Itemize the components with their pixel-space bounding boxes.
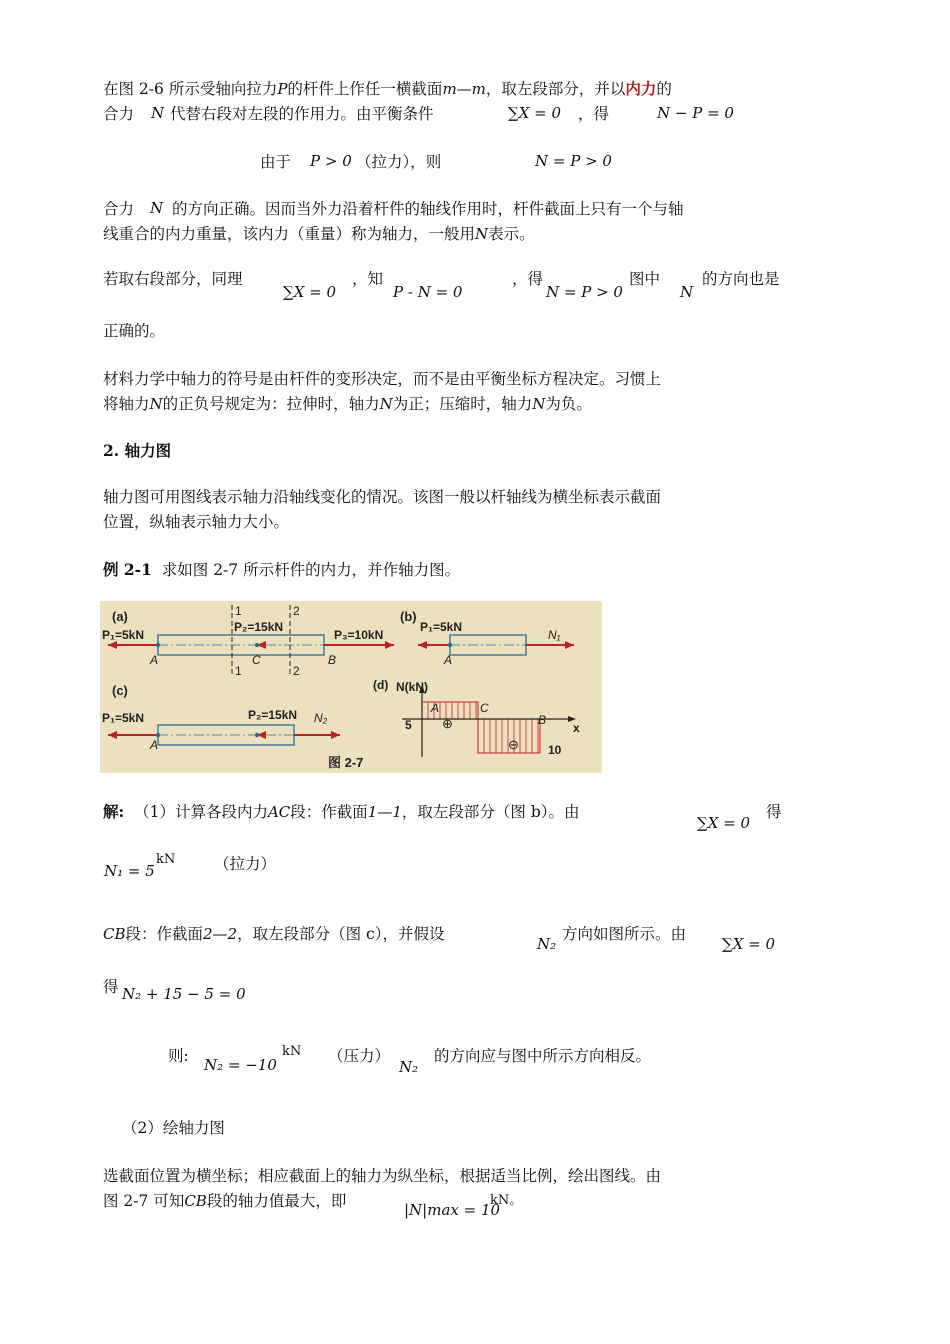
label-P3: P₃=10kN — [334, 628, 384, 642]
math-AC: AC — [267, 803, 291, 821]
arrowhead — [331, 731, 340, 739]
math-N2-value: N₂ = −10 — [204, 1056, 277, 1074]
math-equation: N − P = 0 — [657, 104, 734, 122]
math-N2: N₂ — [537, 935, 557, 953]
math-N: N — [379, 395, 393, 413]
math-section: m—m — [442, 80, 486, 98]
text: 在图 2-6 所示受轴向拉力 — [103, 80, 278, 98]
label-N2: N₂ — [314, 711, 328, 725]
label-A: A — [150, 738, 159, 752]
text: 将轴力 — [103, 395, 150, 413]
text: （拉力） — [214, 855, 277, 873]
unit-kN: kN。 — [490, 1193, 523, 1208]
solution-line-1 — [103, 800, 580, 822]
section-2-bottom: 2 — [293, 664, 300, 678]
math-P: P — [277, 80, 288, 98]
label-a: (a) — [112, 609, 128, 624]
arrowhead — [108, 731, 117, 739]
label-A: A — [431, 701, 440, 715]
math-N: N — [680, 283, 694, 301]
text: ，取左段部分（图 b）。由 — [401, 803, 580, 821]
point-C — [255, 733, 259, 737]
label-b: (b) — [400, 609, 417, 624]
text: ，得 — [512, 270, 544, 288]
text: （拉力），则 — [356, 153, 442, 171]
text: 位置，纵轴表示轴力大小。 — [103, 513, 290, 531]
text: 合力 — [103, 105, 135, 123]
figure-caption: 图 2-7 — [328, 755, 364, 770]
text: 为负。 — [545, 395, 592, 413]
para-7-line-2 — [103, 1189, 346, 1211]
math-equation: N₂ + 15 − 5 = 0 — [122, 985, 246, 1003]
arrowhead — [565, 641, 574, 649]
label-B: B — [538, 713, 547, 727]
text: （1）计算各段内力 — [134, 803, 268, 821]
math-equation: P - N = 0 — [393, 283, 463, 301]
math-section: 1—1 — [367, 803, 402, 821]
text: 段：作截面 — [290, 803, 368, 821]
highlight-internal-force: 内力 — [625, 79, 657, 98]
point-A — [156, 643, 160, 647]
label-P1: P₁=5kN — [420, 620, 462, 634]
example-line — [103, 558, 460, 580]
axis-x-label: x — [573, 721, 580, 735]
math-CB: CB — [184, 1192, 207, 1210]
text: 选截面位置为横坐标；相应截面上的轴力为纵坐标，根据适当比例，绘出图线。由 — [103, 1167, 662, 1185]
section-1-bottom: 1 — [235, 664, 242, 678]
label-C: C — [480, 701, 489, 715]
figure-2-7 — [100, 601, 602, 773]
text: 得 — [103, 978, 119, 996]
para-1-line-2 — [103, 102, 134, 124]
unit-kN: kN — [156, 852, 176, 867]
math-equilibrium: ∑X = 0 — [697, 814, 751, 832]
point-A — [156, 733, 160, 737]
label-P1: P₁=5kN — [102, 628, 144, 642]
math-N: N — [150, 199, 164, 217]
math-N-equals-P: N = P > 0 — [535, 152, 612, 170]
label-P1: P₁=5kN — [102, 711, 144, 725]
text: 的方向正确。因而当外力沿着杆件的轴线作用时，杆件截面上只有一个与轴 — [172, 200, 684, 218]
math-N: N — [532, 395, 546, 413]
math-section: 2—2 — [203, 925, 238, 943]
text: 材料力学中轴力的符号是由杆件的变形决定，而不是由平衡坐标方程决定。习惯上 — [103, 370, 662, 388]
text: 轴力图可用图线表示轴力沿轴线变化的情况。该图一般以杆轴线为横坐标表示截面 — [103, 488, 662, 506]
text: 的正负号规定为：拉伸时，轴力 — [162, 395, 380, 413]
label-c: (c) — [112, 683, 128, 698]
value-5: 5 — [405, 718, 412, 732]
text: 的方向应与图中所示方向相反。 — [434, 1047, 652, 1065]
math-N: N — [475, 225, 489, 243]
unit-kN: kN — [282, 1044, 302, 1059]
math-CB: CB — [103, 925, 126, 943]
math-N: N — [151, 104, 165, 122]
label-A: A — [150, 653, 159, 667]
minus-sign: ⊖ — [508, 737, 519, 752]
step-heading: （2）绘轴力图 — [122, 1119, 225, 1137]
math-N2: N₂ — [399, 1058, 419, 1076]
para-1-line-1 — [103, 77, 672, 99]
math-P-positive: P > 0 — [310, 152, 352, 170]
math-N: N — [149, 395, 163, 413]
text: 代替右段对左段的作用力。由平衡条件 — [170, 105, 434, 123]
label-d: (d) — [373, 678, 389, 692]
label-C: C — [252, 653, 261, 667]
para-5-line-2 — [103, 392, 592, 414]
arrowhead — [418, 641, 427, 649]
label-P2: P₂=15kN — [248, 708, 298, 722]
text: 为正；压缩时，轴力 — [392, 395, 533, 413]
label-N1: N₁ — [548, 628, 561, 642]
text: 方向如图所示。由 — [562, 925, 687, 943]
math-N-equals-P: N = P > 0 — [546, 283, 623, 301]
axis-N-label: N(kN) — [396, 680, 428, 694]
math-equilibrium: ∑X = 0 — [283, 283, 337, 301]
text: 求如图 2-7 所示杆件的内力，并作轴力图。 — [161, 561, 461, 579]
text: 若取右段部分，同理 — [103, 270, 243, 288]
para-3-line-2 — [103, 222, 535, 244]
math-equilibrium: ∑X = 0 — [722, 935, 776, 953]
text: 图中 — [629, 270, 661, 288]
text: 的方向也是 — [702, 270, 780, 288]
text: 正确的。 — [103, 322, 166, 340]
label-P2: P₂=15kN — [234, 620, 284, 634]
text: （压力） — [328, 1047, 391, 1065]
text: 的 — [656, 80, 672, 98]
text: 表示。 — [488, 225, 535, 243]
math-N1: N₁ = 5 — [104, 862, 155, 880]
label-B: B — [328, 653, 337, 667]
text: 则: — [168, 1047, 189, 1065]
point-C — [255, 643, 259, 647]
text: 图 2-7 可知 — [103, 1192, 185, 1210]
label-A: A — [444, 653, 453, 667]
text: ，知 — [352, 270, 384, 288]
math-equilibrium: ∑X = 0 — [508, 104, 562, 122]
text: ，得 — [578, 105, 610, 123]
text: 的杆件上作任一横截面 — [287, 80, 443, 98]
point-A — [448, 643, 452, 647]
example-label: 例 2-1 — [103, 560, 152, 579]
text: 由于 — [260, 153, 292, 171]
cb-line — [103, 922, 444, 944]
text: 段的轴力值最大，即 — [206, 1192, 347, 1210]
text: 段：作截面 — [125, 925, 204, 943]
math-N-max: |N|max = 10 — [404, 1201, 501, 1219]
text: 得 — [766, 803, 782, 821]
section-1-top: 1 — [235, 604, 242, 618]
arrowhead — [108, 641, 117, 649]
text: 线重合的内力重量，该内力（重量）称为轴力，一般用 — [103, 225, 476, 243]
value-10: 10 — [548, 743, 562, 757]
arrowhead — [385, 641, 394, 649]
section-heading: 2. 轴力图 — [103, 441, 172, 460]
text: 合力 — [103, 200, 135, 218]
section-2-top: 2 — [293, 604, 300, 618]
text: ，取左段部分（图 c），并假设 — [237, 925, 445, 943]
solution-label: 解: — [103, 802, 125, 821]
text: ，取左段部分，并以 — [485, 80, 626, 98]
plus-sign: ⊕ — [442, 716, 453, 731]
